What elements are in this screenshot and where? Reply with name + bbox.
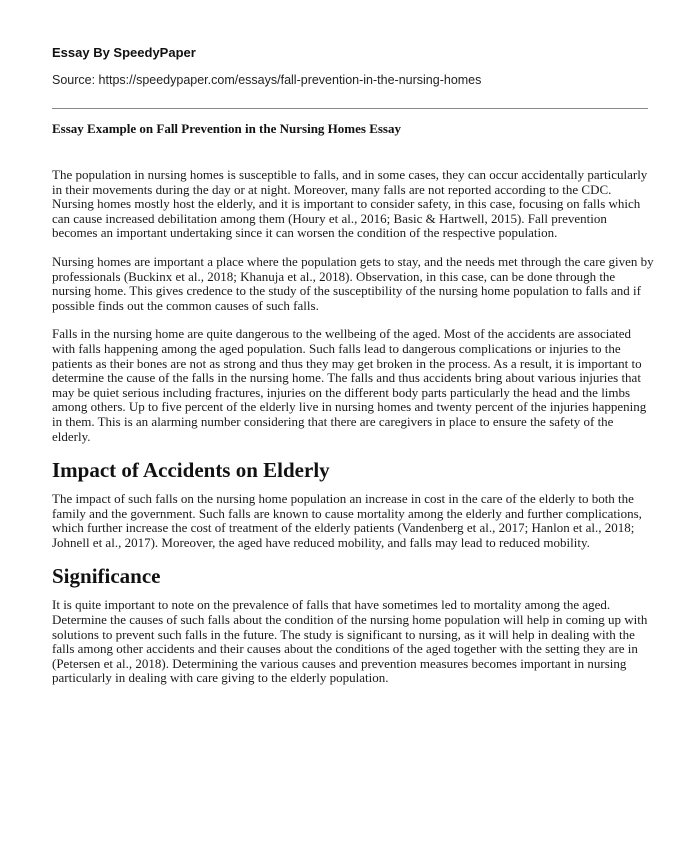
source-line: Source: https://speedypaper.com/essays/fall-prevention-in-the-nursing-homes	[52, 73, 482, 87]
header-divider	[52, 108, 648, 109]
section-heading-significance: Significance	[52, 564, 161, 589]
brand-title: Essay By SpeedyPaper	[52, 45, 196, 60]
essay-body	[52, 168, 654, 700]
paragraph-intro-1: The population in nursing homes is susceptible to falls, and in some cases, they can occur accidentally particularly in their movements during the day or at night. Moreover, many falls are not reported according to the CDC. Nursing homes mostly host the elderly, and it is important to consider safety, in this case, focusing on falls which can cause increased debilitation among them (Houry et al., 2016; Basic & Hartwell, 2015). Fall prevention becomes an important undertaking since it can worsen the condition of the respective population.	[52, 167, 648, 241]
paragraph-significance: It is quite important to note on the prevalence of falls that have sometimes led to mortality among the aged. Determine the causes of such falls about the condition of the nursing home population will help in coming up with solutions to prevent such falls in the future. The study is significant to nursing, as it will help in dealing with the falls among other accidents and their causes about the conditions of the aged together with the setting they are in (Petersen et al., 2018). Determining the various causes and prevention measures becomes important in nursing particularly in dealing with care giving to the elderly population.	[52, 597, 648, 686]
paragraph-intro-2: Nursing homes are important a place where the population gets to stay, and the needs met through the care given by professionals (Buckinx et al., 2018; Khanuja et al., 2018). Observation, in this case, can be done through the nursing home. This gives credence to the study of the susceptibility of the nursing home population to falls and if possible finds out the common causes of such falls.	[52, 253, 654, 313]
section-heading-impact: Impact of Accidents on Elderly	[52, 458, 330, 483]
paragraph-impact: The impact of such falls on the nursing home population an increase in cost in the care of the elderly to both the family and the government. Such falls are known to cause mortality among the elderly and further complications, which further increase the cost of treatment of the elderly patients (Vandenberg et al., 2017; Hanlon et al., 2018; Johnell et al., 2017). Moreover, the aged have reduced mobility, and falls may lead to reduced mobility.	[52, 491, 642, 550]
essay-title: Essay Example on Fall Prevention in the Nursing Homes Essay	[52, 121, 401, 136]
paragraph-intro-3: Falls in the nursing home are quite dangerous to the wellbeing of the aged. Most of the accidents are associated with falls happening among the aged population. Such falls lead to dangerous complications or injuries to the patients as their bones are not as strong and thus they may get broken in the process. As a result, it is important to determine the cause of the falls in the nursing home. The falls and thus accidents bring about various injuries that may be quiet serious including fractures, injuries on the different body parts particularly the head and the limbs among others. Up to five percent of the elderly live in nursing homes and twenty percent of the injuries happening in them. This is an alarming number considering that there are caregivers in place to ensure the safety of the elderly.	[52, 326, 647, 444]
